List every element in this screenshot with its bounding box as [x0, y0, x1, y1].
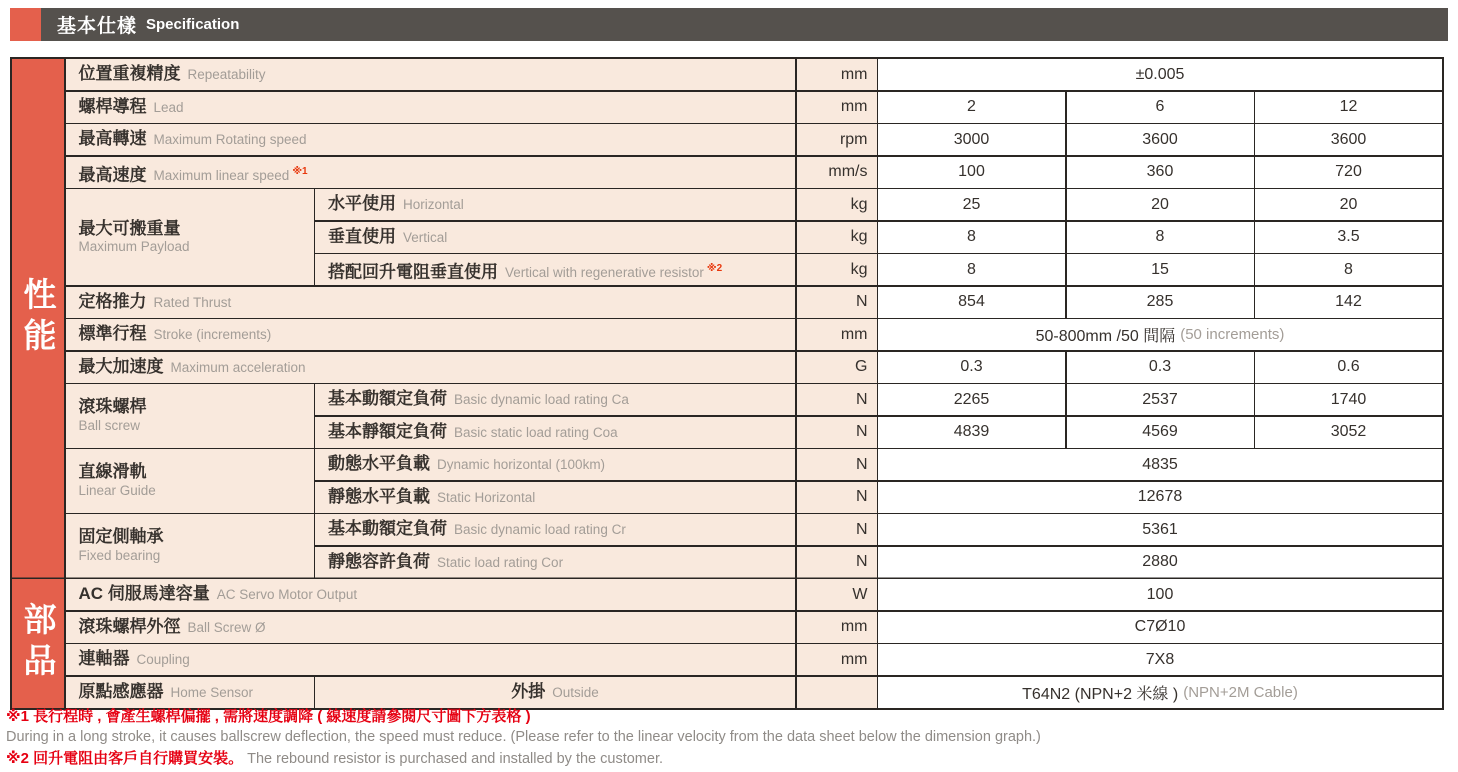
- value-rated-thrust-2: 285: [1067, 287, 1254, 318]
- unit-ball-screw-dynamic: N: [797, 384, 877, 415]
- value-servo-output: 100: [878, 579, 1442, 610]
- value-rated-thrust-1: 854: [878, 287, 1065, 318]
- label-en: Static Horizontal: [437, 489, 536, 505]
- label-zh: 動態水平負載: [328, 454, 430, 473]
- row-label-servo-output: [66, 579, 796, 610]
- page-title-zh: 基本仕樣: [57, 16, 138, 37]
- row-label-acceleration: [66, 352, 796, 383]
- row-label-linear-guide-dynamic: [315, 449, 795, 480]
- row-label-repeatability: [66, 59, 796, 90]
- label-zh: 螺桿導程: [78, 96, 147, 116]
- label-en: Maximum acceleration: [170, 359, 306, 375]
- unit-payload-vertical-regen: kg: [797, 254, 877, 285]
- label-en: Rated Thrust: [153, 294, 232, 310]
- label-en: Linear Guide: [78, 482, 156, 498]
- label-en: Home Sensor: [170, 684, 254, 700]
- stroke-value: 50-800mm /50 間隔: [1035, 328, 1176, 345]
- value-rotating-speed-3: 3600: [1255, 124, 1442, 155]
- value-lead-1: 2: [878, 92, 1065, 123]
- row-label-home-sensor: [66, 677, 314, 708]
- value-payload-vertical-regen-1: 8: [878, 254, 1065, 285]
- label-zh: 滾珠螺桿: [78, 397, 147, 417]
- label-zh: 固定側軸承: [78, 527, 164, 547]
- value-screw-diameter: C7Ø10: [878, 612, 1442, 643]
- value-payload-vertical-regen-3: 8: [1255, 254, 1442, 285]
- row-label-ball-screw-dynamic: [315, 384, 795, 415]
- home-sensor-value-note: (NPN+2M Cable): [1183, 683, 1298, 701]
- label-en: Dynamic horizontal (100km): [437, 457, 606, 472]
- value-ball-screw-static-3: 3052: [1255, 417, 1442, 448]
- label-zh: 基本動額定負荷: [328, 519, 447, 538]
- label-zh: 直線滑軌: [78, 462, 147, 482]
- footnotes: [6, 706, 1446, 770]
- row-label-fixed-bearing-static: [315, 547, 795, 578]
- group-label-fixed-bearing: [66, 514, 314, 578]
- unit-stroke: mm: [797, 319, 877, 350]
- value-ball-screw-dynamic-3: 1740: [1255, 384, 1442, 415]
- value-ball-screw-dynamic-2: 2537: [1067, 384, 1254, 415]
- label-en: Basic dynamic load rating Cr: [454, 522, 626, 537]
- label-zh: 垂直使用: [328, 226, 396, 246]
- value-rated-thrust-3: 142: [1255, 287, 1442, 318]
- label-en: Maximum Payload: [78, 239, 190, 255]
- label-zh: 原點感應器: [78, 681, 164, 701]
- footnote-mark-2: ※2: [706, 263, 723, 274]
- unit-acceleration: G: [797, 352, 877, 383]
- value-repeatability: ±0.005: [878, 59, 1442, 90]
- value-payload-horizontal-1: 25: [878, 189, 1065, 220]
- row-label-linear-speed: [66, 157, 796, 188]
- unit-home-sensor: [797, 677, 877, 708]
- row-label-payload-vertical: [315, 222, 795, 253]
- unit-fixed-bearing-static: N: [797, 547, 877, 578]
- row-label-rated-thrust: [66, 287, 796, 318]
- label-zh: 水平使用: [328, 194, 396, 213]
- label-en: Lead: [153, 99, 184, 115]
- label-zh: 靜態容許負荷: [328, 551, 430, 571]
- value-acceleration-2: 0.3: [1067, 352, 1254, 383]
- unit-rated-thrust: N: [797, 287, 877, 318]
- row-label-rotating-speed: [66, 124, 796, 155]
- page-title-en: Specification: [146, 16, 240, 33]
- label-en: Ball Screw Ø: [187, 619, 266, 635]
- unit-rotating-speed: rpm: [797, 124, 877, 155]
- unit-lead: mm: [797, 92, 877, 123]
- label-en: Maximum linear speed: [153, 167, 290, 183]
- value-ball-screw-static-1: 4839: [878, 417, 1065, 448]
- value-rotating-speed-1: 3000: [878, 124, 1065, 155]
- label-en: Horizontal: [403, 197, 464, 212]
- label-zh: 標準行程: [78, 324, 147, 343]
- value-linear-guide-dynamic: 4835: [878, 449, 1442, 480]
- label-zh: 最大加速度: [78, 356, 164, 376]
- value-ball-screw-static-2: 4569: [1067, 417, 1254, 448]
- footnote-2-zh: ※2 回升電阻由客戶自行購買安裝。: [6, 750, 244, 767]
- group-label-payload: [66, 189, 314, 285]
- value-payload-vertical-2: 8: [1067, 222, 1254, 253]
- value-acceleration-1: 0.3: [878, 352, 1065, 383]
- label-en: Static load rating Cor: [437, 554, 564, 570]
- label-zh: 最高轉速: [78, 129, 147, 148]
- value-payload-horizontal-2: 20: [1067, 189, 1254, 220]
- unit-linear-guide-dynamic: N: [797, 449, 877, 480]
- label-zh: 最大可搬重量: [78, 218, 181, 238]
- section-title-bar: [10, 8, 1448, 41]
- label-zh: 連軸器: [78, 649, 130, 668]
- label-zh: 位置重複精度: [78, 64, 181, 83]
- title-accent-square: [10, 8, 41, 41]
- value-linear-speed-1: 100: [878, 157, 1065, 188]
- value-rotating-speed-2: 3600: [1067, 124, 1254, 155]
- unit-linear-speed: mm/s: [797, 157, 877, 188]
- row-label-coupling: [66, 644, 796, 675]
- unit-ball-screw-static: N: [797, 417, 877, 448]
- label-en: Vertical: [403, 229, 448, 245]
- row-label-screw-diameter: [66, 612, 796, 643]
- value-ball-screw-dynamic-1: 2265: [878, 384, 1065, 415]
- unit-payload-vertical: kg: [797, 222, 877, 253]
- label-en: Fixed bearing: [78, 547, 161, 563]
- value-linear-speed-3: 720: [1255, 157, 1442, 188]
- label-en: Maximum Rotating speed: [153, 132, 307, 147]
- footnote-2-en: The rebound resistor is purchased and installed by the customer.: [247, 751, 664, 767]
- label-zh: 基本靜額定負荷: [328, 421, 447, 441]
- label-zh: 滾珠螺桿外徑: [78, 616, 181, 636]
- value-stroke: [878, 319, 1442, 350]
- label-zh: 搭配回升電阻垂直使用: [328, 262, 498, 282]
- label-en: Basic static load rating Coa: [454, 424, 618, 440]
- label-zh: 基本動額定負荷: [328, 389, 447, 408]
- label-zh: 定格推力: [78, 291, 147, 311]
- unit-coupling: mm: [797, 644, 877, 675]
- stroke-value-note: (50 increments): [1180, 326, 1285, 343]
- value-payload-horizontal-3: 20: [1255, 189, 1442, 220]
- label-en: Basic dynamic load rating Ca: [454, 392, 629, 407]
- home-sensor-value: T64N2 (NPN+2 米線 ): [1022, 685, 1179, 703]
- label-zh: 外掛: [511, 681, 546, 701]
- row-label-linear-guide-static: [315, 482, 795, 513]
- label-en: Repeatability: [187, 67, 266, 82]
- label-en: Vertical with regenerative resistor: [505, 265, 704, 281]
- value-fixed-bearing-static: 2880: [878, 547, 1442, 578]
- label-en: Outside: [552, 684, 599, 700]
- value-acceleration-3: 0.6: [1255, 352, 1442, 383]
- unit-payload-horizontal: kg: [797, 189, 877, 220]
- value-coupling: 7X8: [878, 644, 1442, 675]
- unit-fixed-bearing-dynamic: N: [797, 514, 877, 545]
- title-bar-body: [41, 8, 1448, 41]
- value-lead-2: 6: [1067, 92, 1254, 123]
- row-label-payload-horizontal: [315, 189, 795, 220]
- label-zh: 最高速度: [78, 164, 147, 184]
- unit-repeatability: mm: [797, 59, 877, 90]
- footnote-2: [6, 748, 1446, 770]
- label-en: Coupling: [136, 652, 190, 667]
- row-label-ball-screw-static: [315, 417, 795, 448]
- group-label-linear-guide: [66, 449, 314, 513]
- label-en: Stroke (increments): [153, 327, 272, 342]
- value-fixed-bearing-dynamic: 5361: [878, 514, 1442, 545]
- unit-linear-guide-static: N: [797, 482, 877, 513]
- unit-screw-diameter: mm: [797, 612, 877, 643]
- footnote-1-zh: ※1 長行程時 , 會產生螺桿偏擺 , 需將速度調降 ( 線速度請參閱尺寸圖下方表格 ): [6, 708, 531, 725]
- section-label-parts: 部品: [12, 579, 64, 708]
- value-payload-vertical-1: 8: [878, 222, 1065, 253]
- value-payload-vertical-regen-2: 15: [1067, 254, 1254, 285]
- row-label-fixed-bearing-dynamic: [315, 514, 795, 545]
- home-sensor-type: [315, 677, 795, 708]
- footnote-1-en: During in a long stroke, it causes ballscrew deflection, the speed must reduce. (Please refer to the linear velocity from the data sheet below the dimension graph.): [6, 729, 1041, 745]
- value-lead-3: 12: [1255, 92, 1442, 123]
- label-zh: 靜態水平負載: [328, 486, 430, 506]
- value-home-sensor: [878, 677, 1442, 708]
- group-label-ball-screw: [66, 384, 314, 448]
- unit-servo-output: W: [797, 579, 877, 610]
- row-label-stroke: [66, 319, 796, 350]
- row-label-lead: [66, 92, 796, 123]
- spec-table: [10, 57, 1444, 710]
- label-en: AC Servo Motor Output: [216, 587, 358, 602]
- footnote-mark-1: ※1: [292, 165, 308, 177]
- value-linear-speed-2: 360: [1067, 157, 1254, 188]
- label-zh: AC 伺服馬達容量: [78, 584, 210, 603]
- value-payload-vertical-3: 3.5: [1255, 222, 1442, 253]
- value-linear-guide-static: 12678: [878, 482, 1442, 513]
- section-label-performance: 性能: [12, 59, 64, 578]
- row-label-payload-vertical-regen: [315, 254, 795, 285]
- label-en: Ball screw: [78, 417, 141, 433]
